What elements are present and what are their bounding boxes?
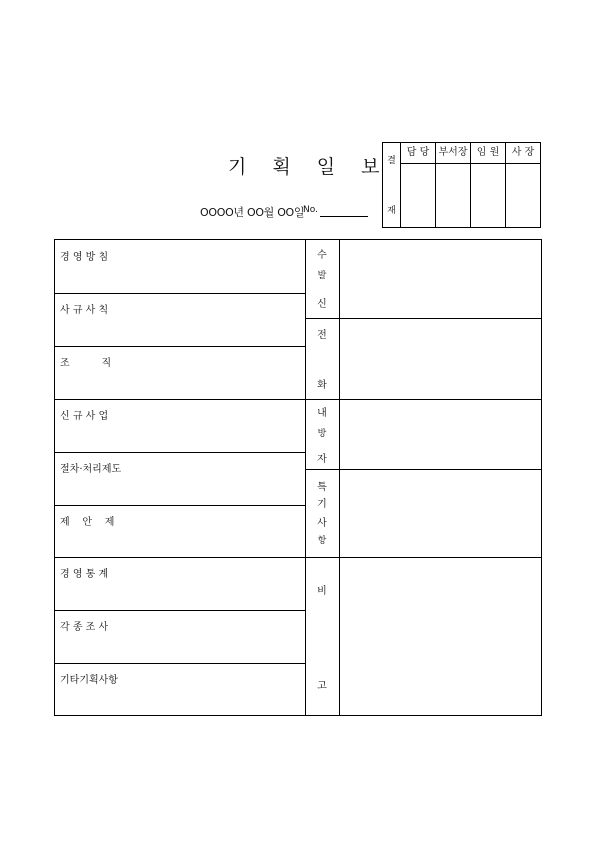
approval-side-label [383, 143, 401, 227]
approval-head-2: 부서장 [436, 143, 470, 164]
special-field[interactable] [340, 470, 541, 557]
left-row-line [55, 399, 305, 400]
approval-head-4: 사 장 [506, 143, 540, 164]
remarks-field[interactable] [340, 558, 541, 715]
approval-col-4[interactable] [506, 143, 540, 227]
approval-col-3[interactable] [471, 143, 506, 227]
date-line: OOOO년 OO월 OO일 [200, 206, 305, 219]
phone-label-1: 전 [317, 330, 327, 341]
visitor-label-1: 내 [317, 408, 327, 419]
left-row-line [55, 505, 305, 506]
approval-table [382, 142, 541, 228]
phone-label-2: 화 [317, 380, 327, 391]
main-form [54, 239, 542, 716]
section-label-new-business: 신 규 사 업 [60, 411, 109, 422]
proposal-field[interactable] [55, 525, 305, 557]
left-row-line [55, 610, 305, 611]
left-row-line [55, 346, 305, 347]
page-title: 기 획 일 보 [228, 156, 390, 178]
left-row-line [55, 293, 305, 294]
section-label-statistics: 경 영 통 계 [60, 569, 109, 580]
other-field[interactable] [55, 683, 305, 715]
left-row-line [55, 663, 305, 664]
organization-field[interactable] [55, 366, 305, 399]
rules-field[interactable] [55, 313, 305, 346]
policy-field[interactable] [55, 260, 305, 293]
section-label-surveys: 각 종 조 사 [60, 622, 109, 633]
left-row-line [55, 557, 305, 558]
section-label-other: 기타기획사항 [60, 675, 118, 686]
approval-side-top: 결 [387, 156, 396, 166]
visitor-field[interactable] [340, 400, 541, 469]
special-label-3: 사 [317, 518, 327, 529]
remarks-label-2: 고 [317, 681, 327, 692]
special-label-1: 특 [317, 482, 327, 493]
approval-head-3: 임 원 [471, 143, 505, 164]
approval-col-1[interactable] [401, 143, 436, 227]
remarks-label-1: 비 [317, 586, 327, 597]
statistics-field[interactable] [55, 577, 305, 610]
surveys-field[interactable] [55, 630, 305, 663]
reception-label-3: 신 [317, 299, 327, 310]
special-label-2: 기 [317, 499, 327, 510]
visitor-label-2: 방 [317, 429, 327, 439]
procedure-field[interactable] [55, 472, 305, 505]
visitor-label-3: 자 [317, 454, 327, 465]
no-label: No. [303, 205, 318, 215]
no-field-line[interactable] [320, 216, 368, 217]
section-label-policy: 경 영 방 침 [60, 252, 109, 263]
approval-col-2[interactable] [436, 143, 471, 227]
section-label-procedure: 절차·처리제도 [60, 464, 122, 475]
approval-side-bottom: 재 [387, 206, 396, 216]
reception-label-1: 수 [317, 250, 327, 261]
approval-head-1: 담 당 [401, 143, 435, 164]
special-label-4: 항 [317, 536, 327, 546]
section-label-organization: 조 직 [60, 358, 112, 369]
new-business-field[interactable] [55, 419, 305, 452]
section-label-proposal: 제 안 제 [60, 517, 115, 528]
phone-field[interactable] [340, 319, 541, 399]
reception-field[interactable] [340, 240, 541, 318]
section-label-rules: 사 규 사 칙 [60, 305, 109, 316]
reception-label-2: 발 [317, 271, 327, 281]
left-row-line [55, 452, 305, 453]
